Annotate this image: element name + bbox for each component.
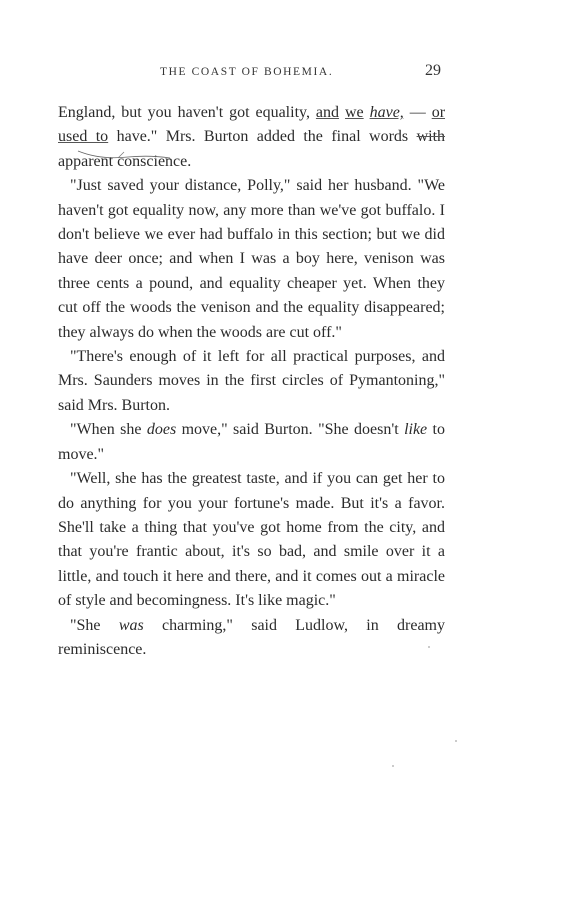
text-run: does — [146, 421, 177, 439]
paragraph — [58, 467, 445, 613]
text-run: "There's enough of it left for all practical purposes, and Mrs. Saunders moves in the first circles of Pymantoning," said Mrs. Burton. — [58, 348, 445, 414]
text-run: with — [416, 128, 446, 146]
text-run: charming," said Ludlow, in dreamy reminiscence. — [58, 616, 445, 658]
text-run: move," said Burton. "She doesn't — [176, 421, 405, 439]
paragraph — [58, 345, 445, 418]
text-run: we — [344, 104, 364, 121]
text-run: and — [315, 104, 340, 121]
paragraph — [58, 174, 445, 345]
text-run: "When she — [70, 421, 147, 439]
text-run: apparent conscience. — [58, 152, 192, 170]
paper-speck — [455, 740, 457, 742]
paragraph — [58, 101, 445, 174]
text-run: — — [403, 104, 432, 121]
paragraph — [58, 614, 445, 663]
text-run: or used to — [58, 104, 446, 146]
paragraph — [58, 418, 445, 467]
text-run: England, but you haven't got equality, — [58, 104, 316, 121]
text-run: like — [404, 421, 428, 439]
paper-speck — [392, 765, 394, 767]
body-text — [58, 101, 445, 662]
page-number: 29 — [425, 62, 441, 79]
text-run: "Just saved your distance, Polly," said her husband. "We haven't got equality now, any more than we've got buffalo. I don't believe we ever had buffalo in this section; but we did have deer once; and when I was a boy here, venison was three cents a pound, and equality cheaper yet. When they cut off the woods the venison and the equality disappeared; they always do when the woods are cut off." — [58, 177, 445, 341]
paper-speck — [428, 646, 430, 648]
text-run: have, — [369, 104, 404, 121]
running-title: THE COAST OF BOHEMIA. — [160, 66, 334, 78]
text-run: "Well, she has the greatest taste, and if you can get her to do anything for you your fortune's made. But it's a favor. She'll take a thing that you've got home from the city, and that you're frantic about, it's so bad, and smile over it a little, and touch it here and there, and it comes out a miracle of style and becomingness. It's like magic." — [58, 470, 445, 610]
text-run: was — [118, 616, 144, 634]
text-run: have." Mrs. Burton added the final words — [108, 128, 417, 146]
text-run: to move." — [58, 421, 445, 463]
text-run: "She — [70, 616, 119, 634]
